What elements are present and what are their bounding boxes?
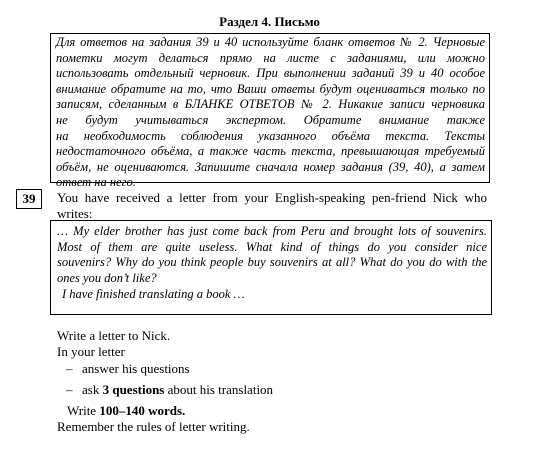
bullet-text: answer his questions (82, 361, 190, 376)
instructions-line: использовать отдельный черновик. При выполнении заданий 39 и 40 особое (56, 66, 485, 81)
word-count-line (67, 403, 487, 419)
letter-excerpt-box (50, 220, 492, 315)
instructions-line: на необходимость соблюдения указанного объёма текста. Тексты (56, 128, 485, 143)
bullet-dash: – (66, 382, 73, 397)
bullet-item (66, 382, 487, 398)
instructions-line: ответ на него. (56, 175, 136, 190)
bullet-text: ask (82, 382, 100, 397)
task-intro (57, 190, 487, 222)
instructions-line: внимание обратите на то, что Ваши ответы будут оцениваться только по (56, 81, 485, 96)
letter-line: I have finished translating a book … (62, 287, 245, 302)
letter-line: Most of them are quite useless. What kind of things do you consider nice (57, 239, 487, 254)
instructions-line: записям, сделанным в БЛАНКЕ ОТВЕТОВ № 2. Никакие записи черновика (56, 97, 485, 112)
letter-line: ones you don’t like? (57, 270, 157, 285)
letter-line: souvenirs? Why do you think people buy souvenirs at all? What do you do with the (57, 255, 487, 270)
word-count-bold: 100–140 words (99, 403, 183, 418)
instructions-line: объём, не оцениваются. Запишите сначала номер задания (39, 40), а затем (56, 159, 485, 174)
task-number-box: 39 (16, 189, 42, 209)
instructions-line: не будут учитываться экспертом. Обратите внимание также (56, 112, 485, 127)
bullet-bold-text: 3 questions (102, 382, 165, 397)
remember-line: Remember the rules of letter writing. (57, 419, 250, 434)
writing-instructions (57, 328, 487, 435)
task-intro-line: You have received a letter from your English-speaking pen-friend Nick who (57, 190, 487, 205)
bullet-item (66, 361, 487, 377)
instructions-line: Для ответов на задания 39 и 40 используйте бланк ответов № 2. Черновые (56, 35, 485, 49)
bullet-dash: – (66, 361, 73, 376)
letter-line: … My elder brother has just come back from Peru and brought lots of souvenirs. (57, 224, 487, 238)
bullet-text: about his translation (167, 382, 274, 397)
word-count-suffix: . (182, 403, 186, 418)
instructions-box (50, 33, 490, 190)
instructions-line: пометки могут делаться прямо на листе с заданиями, или можно (56, 50, 485, 65)
task-intro-line: writes: (57, 206, 93, 221)
instructions-line: недостаточного объёма, а также часть текста, превышающая требуемый (56, 144, 485, 159)
in-your-letter: In your letter (57, 344, 125, 359)
word-count-prefix: Write (67, 403, 97, 418)
section-title: Раздел 4. Письмо (219, 14, 320, 29)
write-prompt: Write a letter to Nick. (57, 328, 171, 343)
